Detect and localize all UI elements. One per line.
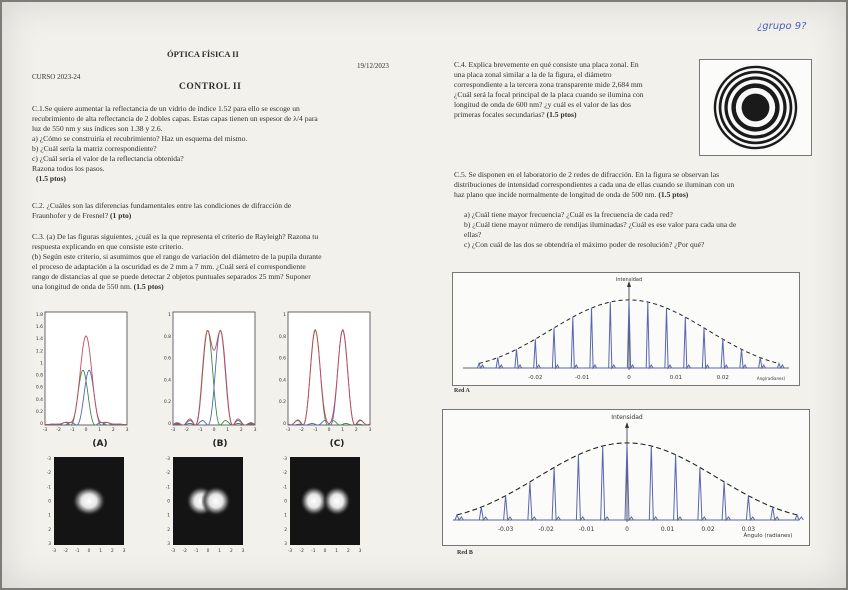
- zone-plate-frame: [699, 59, 812, 156]
- image-x-tick: 1: [218, 549, 222, 554]
- question-c5: C.5. Se disponen en el laboratorio de 2 redes de difracción. En la figura se observan las distribuciones de intensidad correspondientes a cada una de ellas cuando se iluminan con un haz plano que incide normalmente de longitud de onda de 500 nm. (1.5 ptos): [454, 170, 735, 199]
- y-tick-label: 0: [168, 422, 171, 427]
- question-c2: C.2. ¿Cuáles son las diferencias fundamentales entre las condiciones de difracción de Fraunhofer y de Fresnel? (1 pto): [32, 201, 292, 220]
- plot-a-label: (A): [92, 439, 108, 449]
- course-label: CURSO 2023-24: [32, 73, 81, 81]
- image-x-tick: 3: [358, 549, 362, 554]
- plot-b-xticks: [171, 427, 257, 433]
- y-tick-label: 0.4: [278, 378, 286, 384]
- x-tick-label: -2: [299, 428, 304, 433]
- image-x-tick: -3: [287, 549, 293, 554]
- question-c4: C.4. Explica brevemente en qué consiste una placa zonal. En una placa zonal similar a la de la figura, el diámetro correspondiente a la tercera zona transparente mide 2,684 mm ¿Cuál será la focal principal de la placa cuando se ilumina con longitud de onda de 600 nm? ¿y cuál es el valor de las dos primeras focales secundarias? (1.5 ptos): [454, 60, 644, 119]
- x-tick-label: 3: [125, 428, 129, 433]
- plot-a-yticks: [36, 312, 43, 427]
- image-y-tick: 3: [48, 542, 51, 547]
- image-x-tick: 1: [335, 549, 339, 554]
- y-tick-label: 0.8: [163, 334, 171, 340]
- grating-b-ticks: [498, 526, 755, 533]
- x-tick-label: 1: [98, 428, 102, 433]
- y-tick-label: 1.4: [35, 337, 43, 343]
- x-tick-label: -0.02: [528, 375, 543, 381]
- image-a-spot: [72, 486, 106, 516]
- handwritten-note: ¿grupo 9?: [757, 21, 807, 32]
- image-x-tick: -1: [194, 549, 199, 554]
- zone-plate-image: [700, 60, 811, 155]
- y-tick-label: 0.8: [35, 373, 43, 379]
- image-y-tick: -3: [165, 457, 170, 462]
- image-x-tick: -1: [75, 549, 80, 554]
- image-x-tick: -3: [51, 549, 57, 554]
- exam-sheet: [2, 2, 846, 588]
- grating-b-xlabel: Ángulo (radianes): [743, 533, 793, 539]
- plot-c-frame: [288, 312, 370, 425]
- image-y-tick: -2: [282, 471, 287, 477]
- image-y-tick: -3: [46, 457, 51, 462]
- image-y-tick: 2: [284, 527, 287, 533]
- grating-b-chart: [443, 410, 809, 545]
- x-tick-label: 0: [212, 428, 216, 433]
- x-tick-label: 0: [625, 526, 629, 533]
- y-tick-label: 1: [40, 361, 43, 367]
- exam-date: 19/12/2023: [357, 62, 389, 70]
- y-tick-label: 1: [168, 313, 171, 318]
- image-y-tick: 2: [167, 527, 170, 533]
- grating-b-name: Red B: [457, 550, 473, 556]
- y-tick-label: 0.2: [35, 409, 43, 415]
- plot-c-xticks: [286, 427, 372, 433]
- x-tick-label: 0.01: [660, 526, 675, 533]
- image-x-tick: 3: [122, 549, 126, 554]
- x-tick-label: -0.02: [538, 526, 554, 533]
- exam-subtitle: CONTROL II: [179, 82, 242, 92]
- y-tick-label: 0.6: [278, 356, 286, 362]
- x-tick-label: 3: [368, 428, 372, 433]
- x-tick-label: -1: [70, 428, 75, 433]
- x-tick-label: 0.02: [701, 526, 715, 533]
- grating-b-peaks: [455, 443, 803, 520]
- x-tick-label: 0: [327, 428, 331, 433]
- image-y-tick: 2: [48, 527, 51, 533]
- plot-a-frame: [45, 312, 127, 425]
- image-y-tick: -1: [46, 485, 51, 491]
- y-tick-label: 0.2: [278, 400, 286, 406]
- image-x-tick: 2: [346, 549, 350, 554]
- image-b-spot-right: [201, 486, 231, 516]
- grating-a-peaks: [477, 300, 784, 368]
- x-tick-label: 0: [84, 428, 88, 433]
- image-y-tick: 0: [167, 499, 170, 505]
- x-tick-label: 0.01: [669, 375, 683, 381]
- grating-b-frame: [442, 409, 810, 546]
- grating-a-frame: [452, 272, 800, 386]
- x-tick-label: -2: [184, 428, 189, 433]
- y-tick-label: 0.4: [163, 378, 171, 384]
- plot-c-yticks: [279, 312, 286, 427]
- image-y-tick: -3: [282, 457, 287, 462]
- x-tick-label: -2: [56, 428, 61, 433]
- image-y-tick: -1: [165, 485, 170, 491]
- y-tick-label: 0.4: [35, 397, 43, 403]
- plot-b-yticks: [164, 312, 171, 427]
- plot-b-frame: [173, 312, 255, 425]
- image-y-tick: 1: [284, 513, 287, 519]
- x-tick-label: -1: [198, 428, 203, 433]
- grating-a-xlabel: Ang(radianes): [756, 376, 786, 381]
- x-tick-label: -3: [170, 428, 176, 433]
- x-tick-label: 2: [111, 428, 115, 433]
- x-tick-label: 3: [253, 428, 257, 433]
- rayleigh-figures: [30, 306, 385, 561]
- y-tick-label: 0.6: [35, 385, 43, 391]
- grating-a-ylabel: Intensidad: [615, 277, 643, 283]
- image-x-tick: 3: [241, 549, 245, 554]
- y-tick-label: 0.2: [163, 400, 171, 406]
- image-y-tick: 3: [167, 542, 170, 547]
- x-tick-label: 0: [627, 375, 631, 381]
- plot-c-label: (C): [329, 439, 345, 449]
- image-y-tick: -2: [46, 471, 51, 477]
- image-c-spot-right: [323, 486, 351, 516]
- x-tick-label: -1: [313, 428, 318, 433]
- image-x-tick: -1: [311, 549, 316, 554]
- zone-ring: [742, 94, 770, 122]
- question-c5-items: a) ¿Cuál tiene mayor frecuencia? ¿Cuál es la frecuencia de cada red? b) ¿Cuál tiene mayor número de rendijas iluminadas? ¿Cuál es ese valor para cada una de ellas? c) ¿Con cuál de las dos se obtendría el máximo poder de resolución? ¿Por qué?: [464, 210, 737, 249]
- x-tick-label: 0.03: [741, 526, 756, 533]
- image-x-tick: 0: [323, 549, 327, 554]
- x-tick-label: -0.03: [497, 526, 514, 533]
- x-tick-label: -0.01: [578, 526, 595, 533]
- y-tick-label: 0.8: [278, 334, 286, 340]
- y-tick-label: 1.6: [35, 325, 43, 331]
- grating-b-ylabel: Intensidad: [611, 414, 643, 421]
- plot-b-label: (B): [212, 439, 228, 449]
- image-y-tick: 1: [167, 513, 170, 519]
- image-x-tick: 1: [99, 549, 103, 554]
- y-tick-label: 1.2: [35, 349, 43, 355]
- question-c3: C.3. (a) De las figuras siguientes, ¿cuál es la que representa el criterio de Rayleigh? Razona tu respuesta explicando en que consiste este criterio. (b) Según este criterio, si asumimos que el rango de variación del diámetro de la pupila durante el proceso de adaptación a la oscuridad es de 2 mm a 7 mm. ¿Cuál será el correspondiente rango de distancias al que se puede detectar 2 objetos puntuales separados 25 mm? Suponer una longitud de onda de 550 nm. (1.5 ptos): [32, 232, 322, 291]
- x-tick-label: -0.01: [574, 375, 590, 381]
- image-y-tick: -1: [282, 485, 287, 491]
- grating-a-name: Red A: [454, 388, 470, 394]
- image-y-tick: 0: [48, 499, 51, 505]
- x-tick-label: 2: [239, 428, 243, 433]
- y-tick-label: 0: [40, 422, 43, 427]
- image-x-tick: -2: [182, 549, 187, 554]
- image-y-tick: 0: [284, 499, 287, 505]
- y-tick-label: 0: [283, 422, 286, 427]
- image-y-tick: 3: [284, 542, 287, 547]
- image-y-tick: 1: [48, 513, 51, 519]
- image-y-tick: -2: [165, 471, 170, 477]
- plot-a-xticks: [43, 427, 129, 433]
- image-x-tick: -2: [63, 549, 68, 554]
- y-tick-label: 1.8: [35, 313, 43, 318]
- image-x-tick: -2: [299, 549, 304, 554]
- y-tick-label: 1: [283, 313, 286, 318]
- image-x-tick: -3: [170, 549, 176, 554]
- x-tick-label: 2: [354, 428, 358, 433]
- grating-a-chart: [453, 273, 799, 385]
- y-tick-label: 0.6: [163, 356, 171, 362]
- image-x-tick: 0: [206, 549, 210, 554]
- x-tick-label: 1: [341, 428, 345, 433]
- exam-title: ÓPTICA FÍSICA II: [167, 49, 239, 59]
- image-x-tick: 2: [229, 549, 233, 554]
- x-tick-label: -3: [285, 428, 291, 433]
- x-tick-label: 1: [226, 428, 230, 433]
- x-tick-label: 0.02: [716, 375, 729, 381]
- grating-a-ticks: [528, 375, 729, 381]
- x-tick-label: -3: [42, 428, 48, 433]
- question-c1: C.1.Se quiere aumentar la reflectancia de un vidrio de índice 1.52 para ello se escoge un recubrimiento de alta reflectancia de 2 dobles capas. Estas capas tienen un espesor de λ/4 para luz de 550 nm y sus índices son 1.38 y 2.6. a) ¿Cómo se construiría el recubrimiento? Haz un esquema del mismo. b) ¿Cuál sería la matriz correspondiente? c) ¿Cuál sería el valor de la reflectancia obtenida? Razona todos los pasos. (1.5 ptos): [32, 104, 318, 183]
- image-x-tick: 0: [87, 549, 91, 554]
- image-x-tick: 2: [110, 549, 114, 554]
